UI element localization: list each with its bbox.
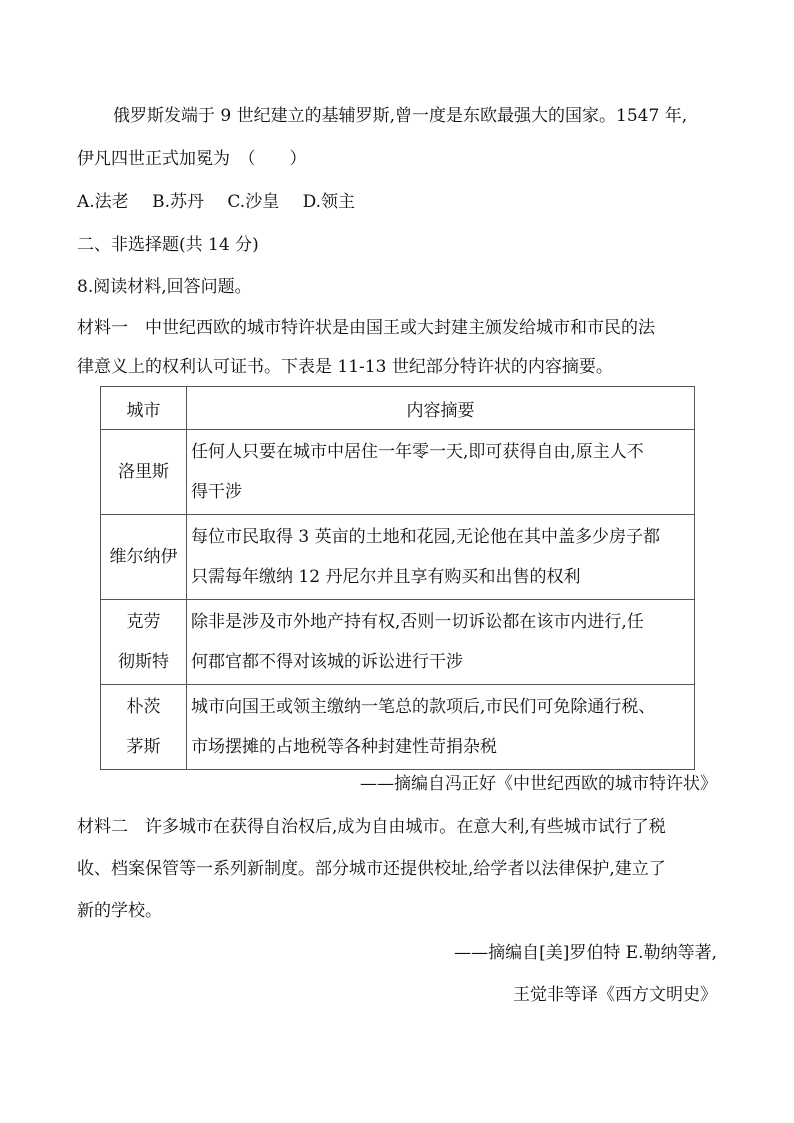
content-line: 城市向国王或领主缴纳一笔总的款项后,市民们可免除通行税、 [191,697,656,717]
city-cell [101,600,187,685]
table-row [101,600,695,685]
header-city: 城市 [101,387,187,430]
table-row [101,430,695,515]
city-name-part: 朴茨 [126,697,161,717]
content-cell [187,685,695,770]
question-7-options [77,190,373,214]
material-1-source: ——摘编自冯正好《中世纪西欧的城市特许状》 [360,774,717,794]
content-line: 任何人只要在城市中居住一年零一天,即可获得自由,原主人不 [191,442,644,462]
section-heading: 二、非选择题(共 14 分) [77,235,259,255]
option-c: C.沙皇 [227,192,280,212]
question-7-stem-line-1: 俄罗斯发端于 9 世纪建立的基辅罗斯,曾一度是东欧最强大的国家。1547 年, [113,106,688,126]
content-line: 除非是涉及市外地产持有权,否则一切诉讼都在该市内进行,任 [191,612,644,632]
material-2-line-3: 新的学校。 [77,901,162,921]
content-cell [187,430,695,515]
option-b: B.苏丹 [152,192,204,212]
table-header-row [101,387,695,430]
material-2-source-line-2: 王觉非等译《西方文明史》 [513,985,717,1005]
header-content: 内容摘要 [187,387,695,430]
city-name-part: 彻斯特 [118,652,169,672]
city-cell [101,685,187,770]
charter-table [100,386,695,770]
city-name: 洛里斯 [118,462,169,482]
content-cell [187,515,695,600]
table-row [101,685,695,770]
material-2-line-1: 材料二 许多城市在获得自治权后,成为自由城市。在意大利,有些城市试行了税 [77,817,666,837]
table-row [101,515,695,600]
city-cell [101,515,187,600]
material-2-line-2: 收、档案保管等一系列新制度。部分城市还提供校址,给学者以法律保护,建立了 [77,859,666,879]
question-8-prompt: 8.阅读材料,回答问题。 [77,277,252,297]
material-1-line-2: 律意义上的权利认可证书。下表是 11-13 世纪部分特许状的内容摘要。 [77,357,613,377]
content-line: 得干涉 [191,482,242,502]
content-line: 何郡官都不得对该城的诉讼进行干涉 [191,652,463,672]
question-7-stem-line-2: 伊凡四世正式加冕为 （ ） [77,149,307,169]
city-name-part: 茅斯 [126,737,161,757]
content-cell [187,600,695,685]
content-line: 每位市民取得 3 英亩的土地和花园,无论他在其中盖多少房子都 [191,527,661,547]
option-a: A.法老 [77,192,129,212]
option-d: D.领主 [302,192,356,212]
city-name: 维尔纳伊 [109,547,178,567]
content-line: 只需每年缴纳 12 丹尼尔并且享有购买和出售的权利 [191,567,581,587]
material-2-source-line-1: ——摘编自[美]罗伯特 E.勒纳等著, [454,943,717,963]
city-name-part: 克劳 [126,612,161,632]
material-1-line-1: 材料一 中世纪西欧的城市特许状是由国王或大封建主颁发给城市和市民的法 [77,318,655,338]
content-line: 市场摆摊的占地税等各种封建性苛捐杂税 [191,737,497,757]
city-cell [101,430,187,515]
